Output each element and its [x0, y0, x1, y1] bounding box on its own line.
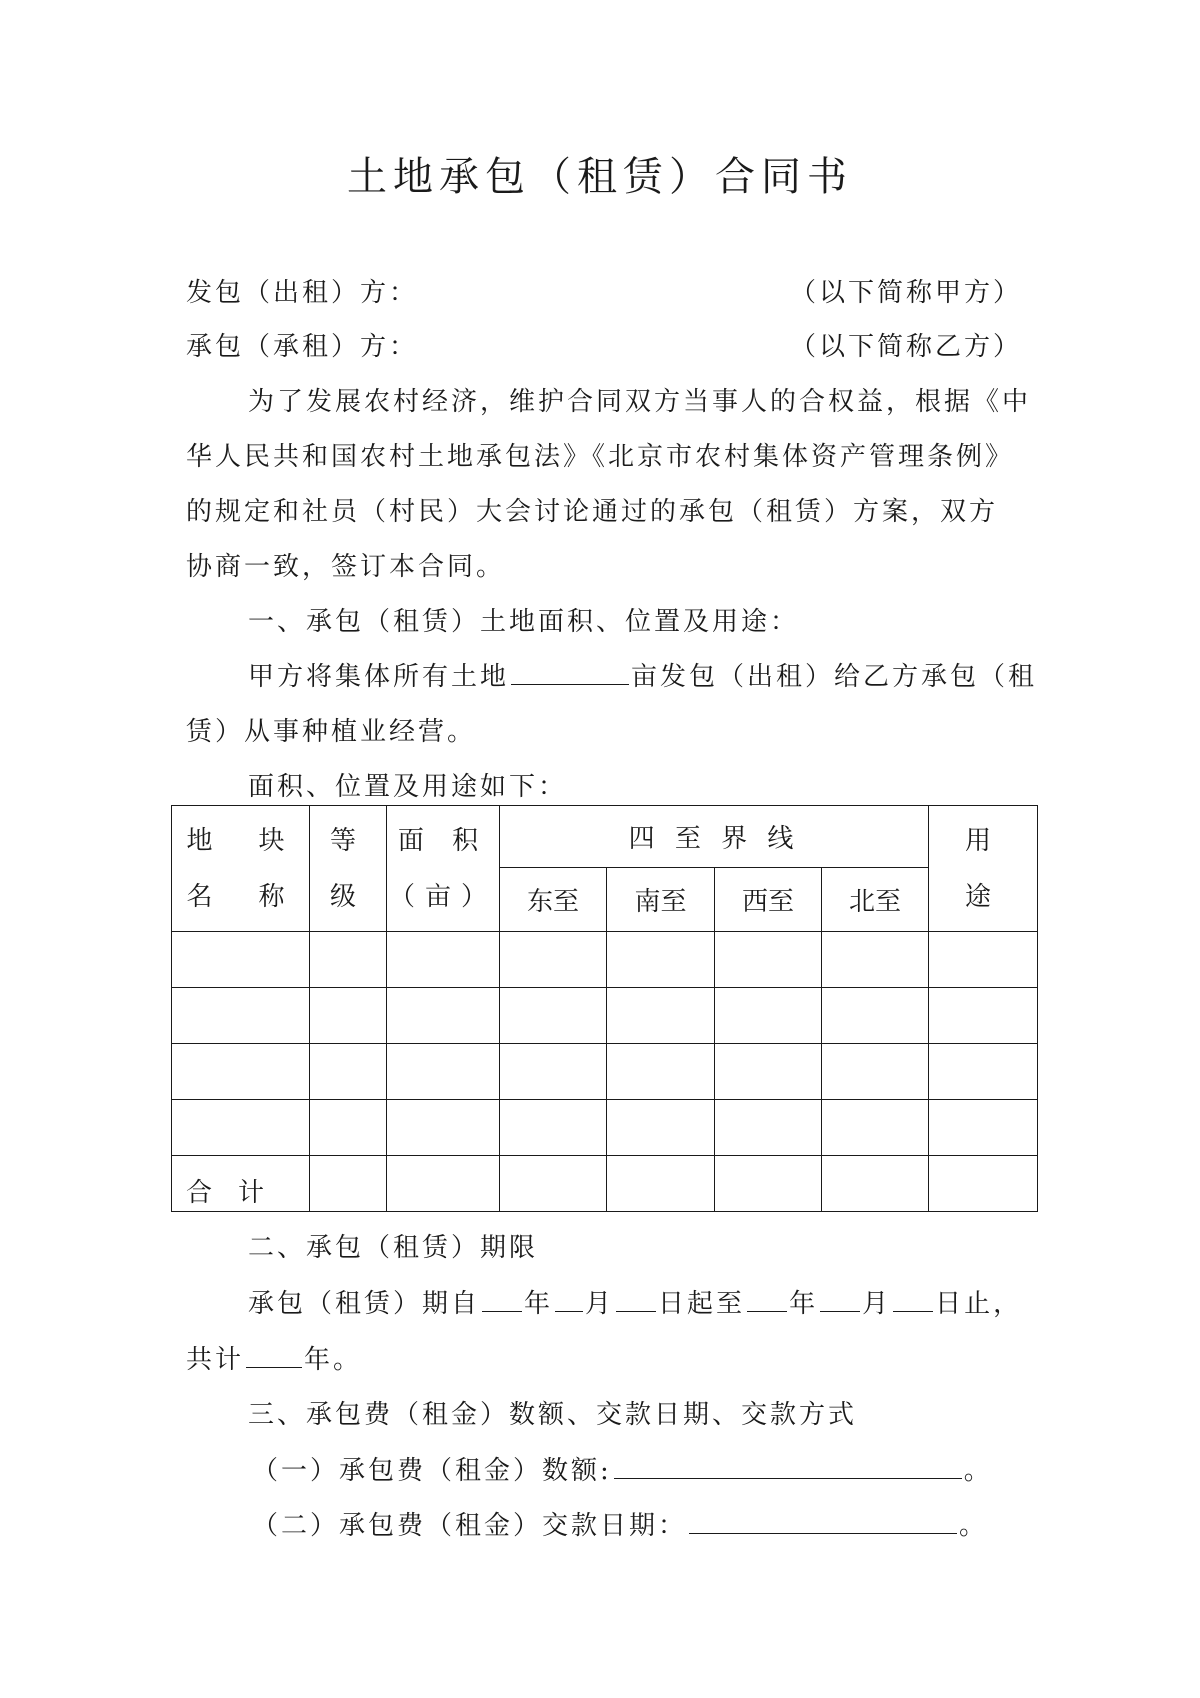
section-1-paragraph-cont: 赁）从事种植业经营。 [186, 717, 477, 747]
term-text: 日起至 [658, 1289, 746, 1319]
term-total-line [186, 1339, 362, 1376]
header-text: 面 积 [397, 825, 489, 856]
table-cell[interactable] [387, 932, 500, 988]
header-text: （亩） [388, 881, 497, 912]
table-cell[interactable] [715, 1156, 822, 1212]
table-cell[interactable] [310, 1100, 387, 1156]
section-2-heading: 二、承包（租赁）期限 [248, 1233, 539, 1263]
table-row [172, 1044, 1038, 1100]
paragraph-text: 甲方将集体所有土地 [248, 662, 510, 692]
table-cell[interactable] [310, 1044, 387, 1100]
land-area-blank[interactable] [511, 658, 629, 685]
table-cell[interactable] [500, 1044, 607, 1100]
end-month-blank[interactable] [820, 1285, 860, 1312]
preamble-line: 的规定和社员（村民）大会讨论通过的承包（租赁）方案，双方 [186, 497, 999, 527]
end-year-blank[interactable] [747, 1285, 787, 1312]
header-boundaries: 四 至 界 线 [500, 806, 929, 868]
table-cell[interactable] [500, 1156, 607, 1212]
total-label: 合 计 [172, 1156, 310, 1212]
header-south: 南至 [607, 868, 715, 932]
term-line [248, 1283, 1022, 1320]
header-east: 东至 [500, 868, 607, 932]
term-text: 承包（租赁）期自 [248, 1289, 481, 1319]
party-a-abbreviation: （以下简称甲方） [790, 278, 1023, 308]
table-cell[interactable] [822, 1100, 929, 1156]
term-text: 日止， [935, 1289, 1023, 1319]
section-3-heading: 三、承包费（租金）数额、交款日期、交款方式 [248, 1400, 858, 1430]
table-cell[interactable] [929, 1156, 1038, 1212]
header-plot-name [172, 806, 310, 932]
section-1-heading: 一、承包（租赁）土地面积、位置及用途： [248, 607, 800, 637]
item-text: （二）承包费（租金）交款日期： [252, 1511, 688, 1541]
header-use [929, 806, 1038, 932]
table-cell[interactable] [715, 1100, 822, 1156]
party-b-abbreviation: （以下简称乙方） [790, 332, 1023, 362]
header-north: 北至 [822, 868, 929, 932]
table-row [172, 932, 1038, 988]
table-cell[interactable] [172, 988, 310, 1044]
table-cell[interactable] [607, 1100, 715, 1156]
term-text: 年。 [304, 1345, 363, 1375]
table-cell[interactable] [607, 988, 715, 1044]
table-cell[interactable] [172, 1100, 310, 1156]
table-cell[interactable] [929, 988, 1038, 1044]
fee-amount-blank[interactable] [614, 1452, 962, 1479]
table-cell[interactable] [310, 1156, 387, 1212]
header-text: 用 [965, 825, 1002, 856]
start-year-blank[interactable] [482, 1285, 522, 1312]
section-1-table-intro: 面积、位置及用途如下： [248, 772, 568, 802]
term-text: 年 [524, 1289, 554, 1319]
item-text: （一）承包费（租金）数额: [252, 1456, 612, 1486]
header-area [387, 806, 500, 932]
header-text: 级 [329, 881, 366, 912]
table-cell[interactable] [929, 1044, 1038, 1100]
table-cell[interactable] [822, 1044, 929, 1100]
header-grade [310, 806, 387, 932]
header-text: 途 [965, 881, 1002, 912]
table-cell[interactable] [172, 932, 310, 988]
payment-date-blank[interactable] [689, 1507, 957, 1534]
fee-amount-line [252, 1450, 993, 1487]
table-cell[interactable] [387, 1100, 500, 1156]
table-cell[interactable] [387, 988, 500, 1044]
table-cell[interactable] [500, 932, 607, 988]
party-a-label: 发包（出租）方： [186, 278, 419, 308]
table-cell[interactable] [500, 988, 607, 1044]
table-cell[interactable] [387, 1156, 500, 1212]
preamble-line: 华人民共和国农村土地承包法》《北京市农村集体资产管理条例》 [186, 442, 1015, 472]
table-cell[interactable] [929, 1100, 1038, 1156]
table-cell[interactable] [822, 1156, 929, 1212]
term-text: 月 [862, 1289, 892, 1319]
header-text: 等 [329, 825, 366, 856]
table-row [172, 988, 1038, 1044]
total-years-blank[interactable] [246, 1341, 302, 1368]
table-cell[interactable] [500, 1100, 607, 1156]
end-mark: 。 [963, 1456, 993, 1486]
payment-date-line [252, 1505, 988, 1542]
table-cell[interactable] [387, 1044, 500, 1100]
header-text: 名 称 [186, 881, 295, 912]
document-title: 土地承包（租赁）合同书 [347, 154, 853, 200]
table-cell[interactable] [822, 988, 929, 1044]
paragraph-text: 亩发包（出租）给乙方承包（租 [631, 662, 1038, 692]
preamble-line: 协商一致，签订本合同。 [186, 552, 506, 582]
table-cell[interactable] [715, 932, 822, 988]
term-text: 年 [789, 1289, 819, 1319]
party-b-label: 承包（承租）方： [186, 332, 419, 362]
table-cell[interactable] [822, 932, 929, 988]
preamble-line: 为了发展农村经济，维护合同双方当事人的合权益，根据《中 [248, 387, 1032, 417]
land-table [171, 805, 1038, 1212]
header-west: 西至 [715, 868, 822, 932]
table-cell[interactable] [607, 1156, 715, 1212]
table-cell[interactable] [310, 932, 387, 988]
table-row [172, 1100, 1038, 1156]
end-mark: 。 [959, 1511, 989, 1541]
section-1-paragraph [248, 656, 1037, 693]
start-day-blank[interactable] [616, 1285, 656, 1312]
header-text: 地 块 [186, 825, 295, 856]
end-day-blank[interactable] [893, 1285, 933, 1312]
term-text: 共计 [186, 1345, 245, 1375]
table-cell[interactable] [172, 1044, 310, 1100]
table-cell[interactable] [607, 932, 715, 988]
table-cell[interactable] [715, 1044, 822, 1100]
table-cell[interactable] [607, 1044, 715, 1100]
start-month-blank[interactable] [555, 1285, 583, 1312]
table-total-row [172, 1156, 1038, 1212]
table-cell[interactable] [310, 988, 387, 1044]
table-cell[interactable] [715, 988, 822, 1044]
term-text: 月 [585, 1289, 615, 1319]
table-cell[interactable] [929, 932, 1038, 988]
